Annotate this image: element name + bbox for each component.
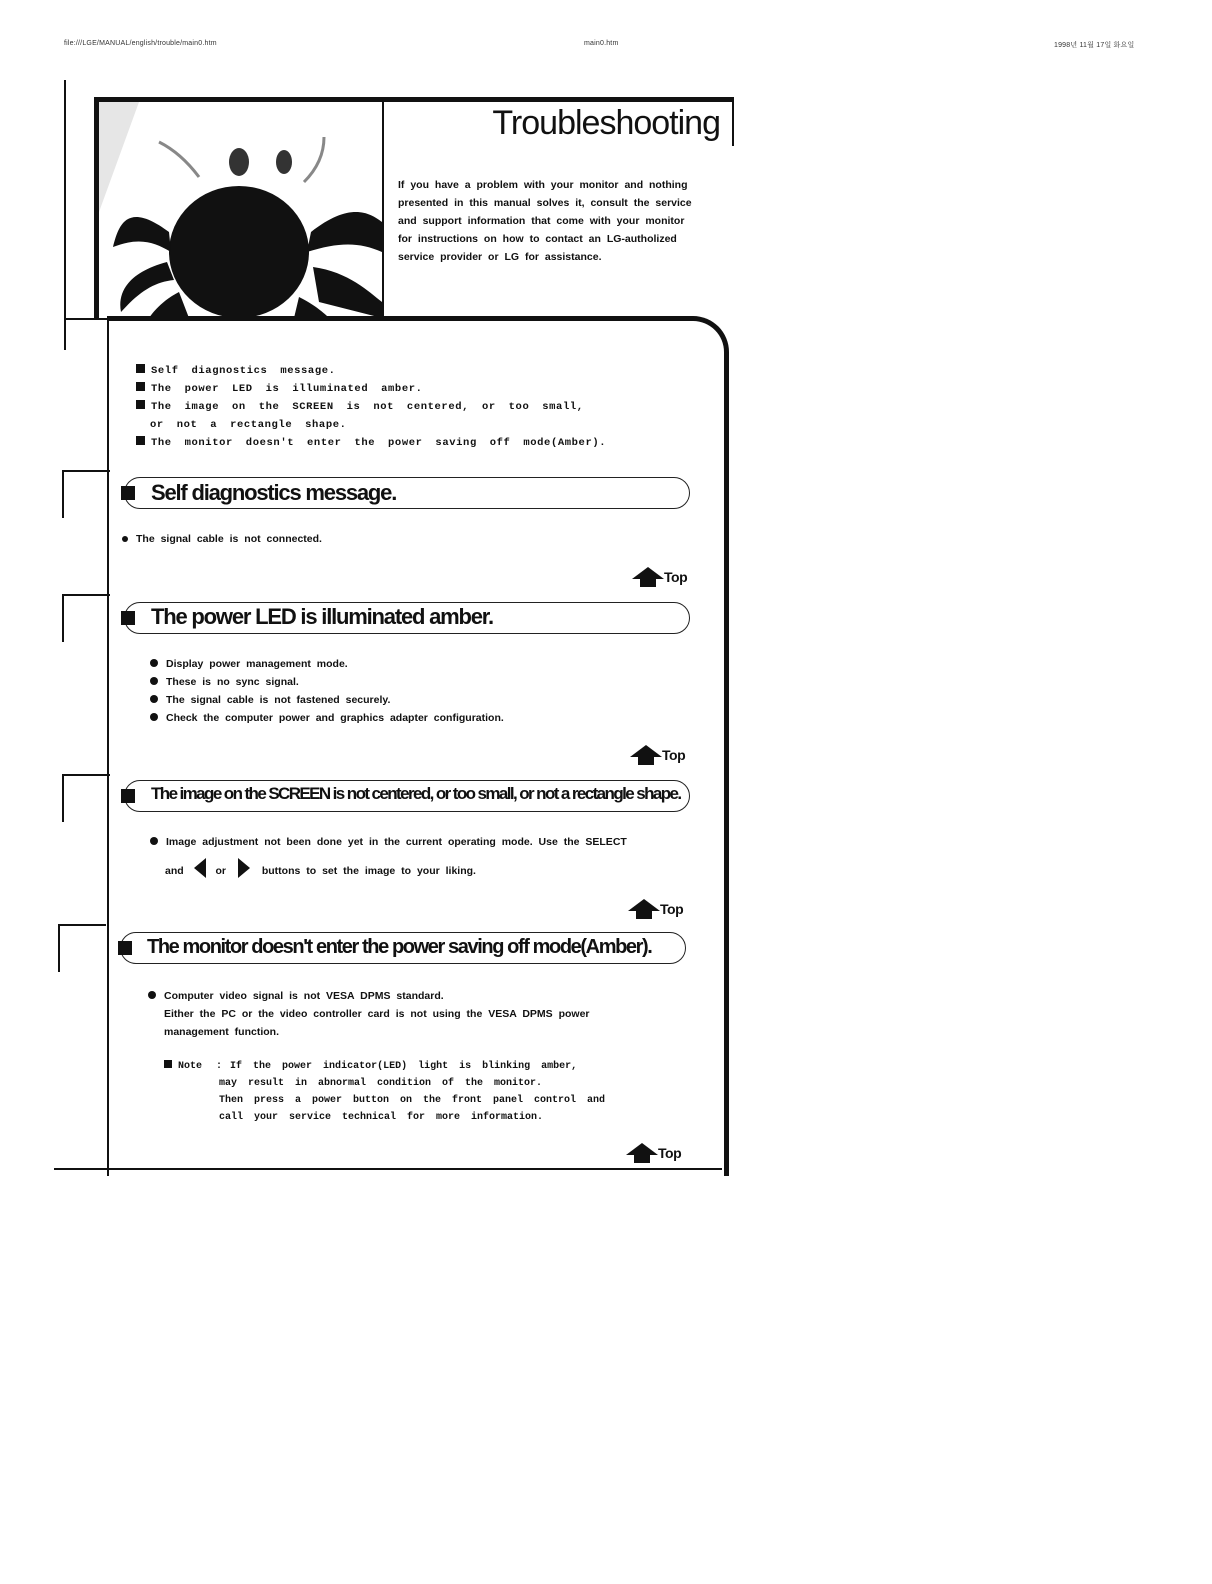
top-link[interactable]: Top bbox=[628, 899, 688, 921]
bullet-dot-icon bbox=[150, 659, 158, 667]
bullet-dot-icon bbox=[150, 837, 158, 845]
top-link[interactable]: Top bbox=[626, 1143, 686, 1165]
square-bullet-icon bbox=[121, 486, 135, 500]
toc-item[interactable]: The power LED is illuminated amber. bbox=[136, 380, 606, 398]
bullet-item: These is no sync signal. bbox=[150, 673, 504, 691]
section-title: Self diagnostics message. bbox=[151, 480, 397, 505]
toc-item-continued[interactable]: or not a rectangle shape. bbox=[150, 419, 347, 431]
bullet-dot-icon bbox=[122, 536, 128, 542]
square-bullet-icon bbox=[121, 789, 135, 803]
header-date: 1998년 11월 17일 화요일 bbox=[1054, 42, 1135, 49]
intro-box bbox=[382, 146, 734, 318]
bullet-item: Computer video signal is not VESA DPMS standard. bbox=[148, 987, 590, 1005]
intro-text: If you have a problem with your monitor and nothing presented in this manual solves it, consult the service and support information that come with your monitor for instructions on how to contact an LG-autholized service provider or LG for assistance. bbox=[398, 179, 692, 263]
up-arrow-icon bbox=[630, 745, 662, 757]
section-title: The image on the SCREEN is not centered, or too small, or not a rectangle shape. bbox=[151, 784, 681, 803]
section-title: The power LED is illuminated amber. bbox=[151, 604, 493, 629]
bullet-continuation: Either the PC or the video controller card is not using the VESA DPMS power bbox=[164, 1008, 590, 1020]
section-bracket bbox=[62, 470, 110, 518]
top-link[interactable]: Top bbox=[632, 567, 692, 589]
header-path: file:///LGE/MANUAL/english/trouble/main0.htm bbox=[64, 40, 217, 47]
note-block: Note : If the power indicator(LED) light is blinking amber, may result in abnormal condition of the monitor. Then press a power button on the front panel control and call your service technical for more information. bbox=[164, 1058, 605, 1126]
note-line: call your service technical for more information. bbox=[219, 1112, 544, 1123]
section-bracket bbox=[62, 594, 110, 642]
square-bullet-icon bbox=[164, 1060, 172, 1068]
left-arrow-icon bbox=[194, 858, 206, 878]
bullet-item: Display power management mode. bbox=[150, 655, 504, 673]
square-bullet-icon bbox=[136, 436, 145, 445]
right-arrow-icon bbox=[238, 858, 250, 878]
up-arrow-icon bbox=[626, 1143, 658, 1155]
title-box bbox=[382, 102, 734, 148]
section-bracket bbox=[58, 924, 106, 972]
bullet-item: Check the computer power and graphics adapter configuration. bbox=[150, 709, 504, 727]
bullet-item: Image adjustment not been done yet in the current operating mode. Use the SELECT bbox=[150, 833, 627, 851]
note-line: may result in abnormal condition of the monitor. bbox=[219, 1078, 543, 1089]
bullet-list bbox=[148, 987, 590, 1041]
bullet-dot-icon bbox=[150, 695, 158, 703]
square-bullet-icon bbox=[121, 611, 135, 625]
toc-list bbox=[136, 362, 606, 452]
bullet-continuation: management function. bbox=[164, 1026, 280, 1038]
up-arrow-icon bbox=[632, 567, 664, 579]
up-arrow-icon bbox=[628, 899, 660, 911]
top-link[interactable]: Top bbox=[630, 745, 690, 767]
bullet-list bbox=[150, 655, 504, 727]
section-bracket bbox=[62, 774, 110, 822]
bullet-dot-icon bbox=[148, 991, 156, 999]
toc-item[interactable]: Self diagnostics message. bbox=[136, 362, 606, 380]
toc-item[interactable]: The image on the SCREEN is not centered, or too small, bbox=[136, 398, 606, 416]
note-line: Then press a power button on the front panel control and bbox=[219, 1095, 606, 1106]
square-bullet-icon bbox=[118, 941, 132, 955]
square-bullet-icon bbox=[136, 364, 145, 373]
note-label: Note bbox=[178, 1061, 203, 1072]
toc-item[interactable]: The monitor doesn't enter the power saving off mode(Amber). bbox=[136, 434, 606, 452]
page-title: Troubleshooting bbox=[492, 104, 720, 142]
bullet-item: The signal cable is not fastened securely. bbox=[150, 691, 504, 709]
header-filename: main0.htm bbox=[584, 40, 619, 47]
square-bullet-icon bbox=[136, 400, 145, 409]
square-bullet-icon bbox=[136, 382, 145, 391]
bullet-dot-icon bbox=[150, 677, 158, 685]
left-frame-line bbox=[64, 80, 66, 350]
bullet-item: The signal cable is not connected. bbox=[122, 530, 322, 548]
section-title: The monitor doesn't enter the power saving off mode(Amber). bbox=[147, 936, 652, 958]
bullet-continuation: and or buttons to set the image to your liking. bbox=[165, 858, 476, 883]
note-line: If the power indicator(LED) light is blinking amber, bbox=[230, 1061, 578, 1072]
crab-illustration bbox=[99, 102, 382, 318]
bullet-dot-icon bbox=[150, 713, 158, 721]
